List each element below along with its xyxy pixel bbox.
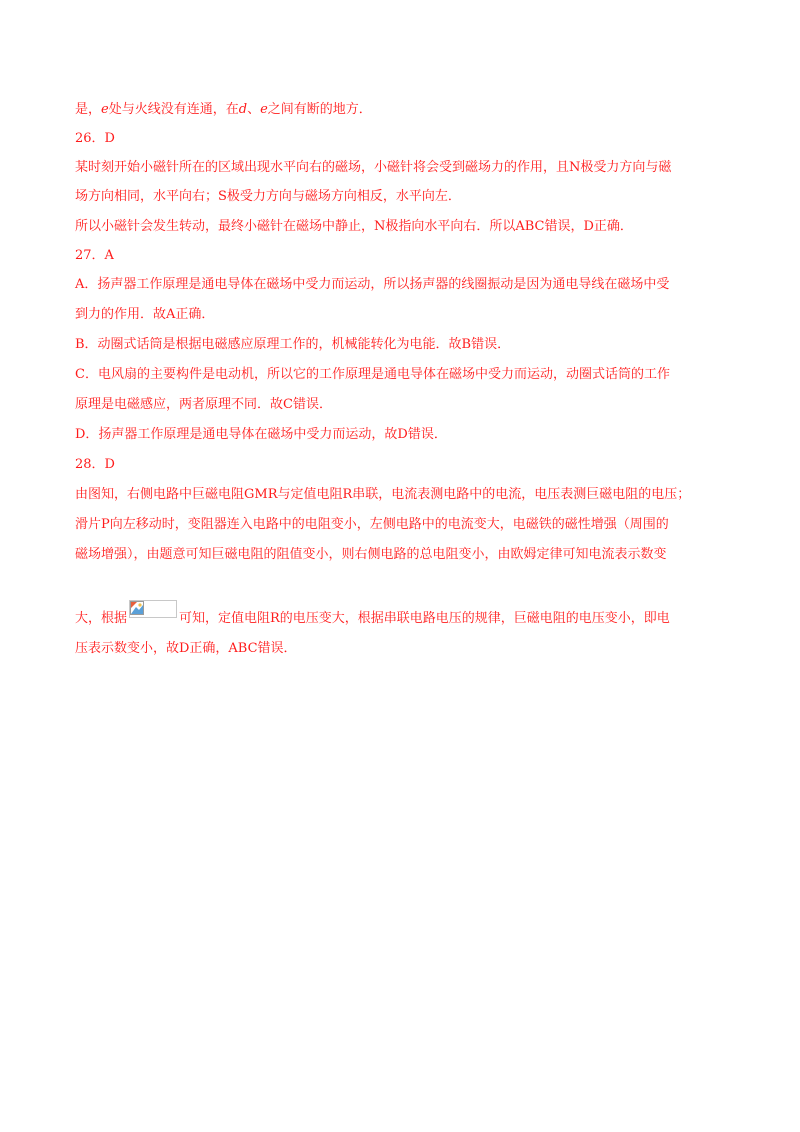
answer-26-heading: 26．D [75, 131, 115, 146]
text-fragment: 可知，定值电阻R的电压变大，根据串联电路电压的规律，巨磁电阻的电压变小，即电 [179, 611, 670, 626]
text-fragment: 、 [247, 102, 261, 117]
italic-variable: e [101, 102, 109, 117]
text-line-8: 到力的作用．故A正确． [75, 307, 215, 322]
answer-27-heading: 27．A [75, 248, 114, 263]
text-line-7: A．扬声器工作原理是通电导体在磁场中受力而运动，所以扬声器的线圈振动是因为通电导线在磁场中受 [75, 277, 670, 292]
text-line-17 [75, 600, 670, 628]
text-line-5: 所以小磁针会发生转动，最终小磁针在磁场中静止，N极指向水平向右．所以ABC错误，D正确． [75, 219, 633, 234]
text-line-11: 原理是电磁感应，两者原理不同．故C错误． [75, 397, 332, 412]
text-fragment: 大，根据 [75, 611, 128, 626]
text-line-10: C．电风扇的主要构件是电动机，所以它的工作原理是通电导体在磁场中受力而运动，动圈式话筒的工作 [75, 367, 670, 382]
text-line-4: 场方向相同，水平向右；S极受力方向与磁场方向相反，水平向左． [75, 189, 461, 204]
broken-image-icon [129, 600, 177, 618]
text-line-15: 滑片P向左移动时，变阻器连入电路中的电阻变小，左侧电路中的电流变大，电磁铁的磁性增强（周围的 [75, 517, 669, 532]
text-fragment: 处与火线没有连通，在 [108, 102, 239, 117]
text-line-12: D．扬声器工作原理是通电导体在磁场中受力而运动，故D错误． [75, 427, 447, 442]
text-line-16: 磁场增强），由题意可知巨磁电阻的阻值变小，则右侧电路的总电阻变小，由欧姆定律可知电流表示数变 [75, 547, 667, 562]
text-line-1 [75, 101, 372, 119]
text-line-14: 由图知，右侧电路中巨磁电阻GMR与定值电阻R串联，电流表测电路中的电流，电压表测巨磁电阻的电压； [75, 487, 691, 502]
text-line-9: B．动圈式话筒是根据电磁感应原理工作的，机械能转化为电能．故B错误． [75, 337, 511, 352]
text-fragment: 之间有断的地方． [267, 102, 372, 117]
text-line-3: 某时刻开始小磁针所在的区域出现水平向右的磁场，小磁针将会受到磁场力的作用，且N极受力方向与磁 [75, 160, 672, 175]
italic-variable: e [260, 102, 268, 117]
italic-variable: d [238, 102, 248, 117]
text-line-18: 压表示数变小，故D正确，ABC错误． [75, 641, 297, 656]
text-fragment: 是， [75, 102, 102, 117]
answer-28-heading: 28．D [75, 457, 115, 472]
